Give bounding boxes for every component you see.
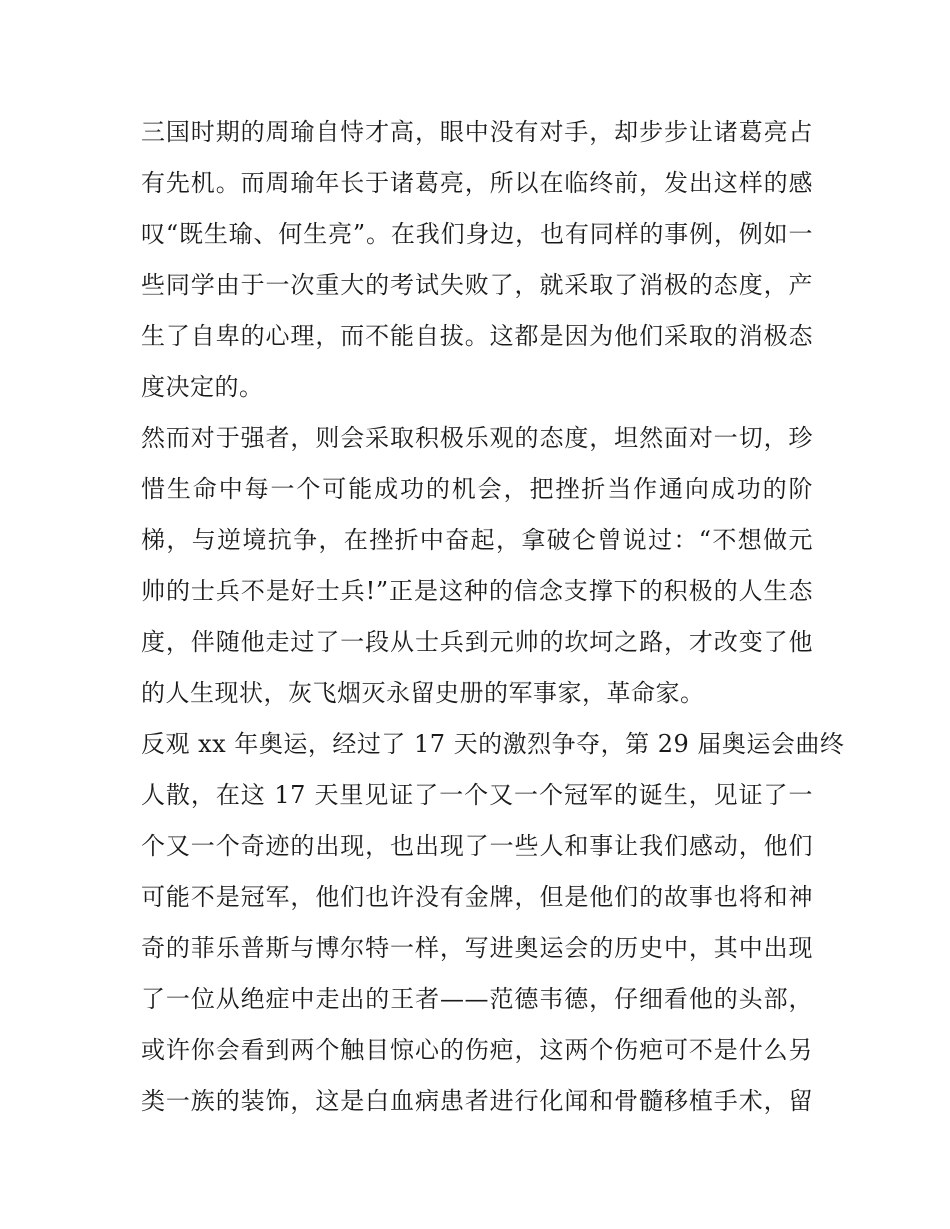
text-line: 帅的士兵不是好士兵!”正是这种的信念支撑下的积极的人生态 [141,577,813,605]
text-line: 或许你会看到两个触目惊心的伤疤，这两个伤疤可不是什么另 [141,1036,813,1064]
text-line: 的人生现状，灰飞烟灭永留史册的军事家，革命家。 [141,679,705,707]
text-line: 三国时期的周瑜自恃才高，眼中没有对手，却步步让诸葛亮占 [141,118,813,146]
text-line: 类一族的装饰，这是白血病患者进行化闻和骨髓移植手术，留 [141,1087,813,1115]
text-line: 然而对于强者，则会采取积极乐观的态度，坦然面对一切，珍 [141,424,813,452]
text-line: 叹“既生瑜、何生亮”。在我们身边，也有同样的事例，例如一 [141,220,813,248]
text-line: 生了自卑的心理，而不能自拔。这都是因为他们采取的消极态 [141,322,813,350]
text-line: 梯，与逆境抗争，在挫折中奋起，拿破仑曾说过：“不想做元 [141,526,813,554]
text-line: 反观 xx 年奥运，经过了 17 天的激烈争夺，第 29 届奥运会曲终 [141,730,845,758]
text-line: 惜生命中每一个可能成功的机会，把挫折当作通向成功的阶 [141,475,813,503]
text-line: 有先机。而周瑜年长于诸葛亮，所以在临终前，发出这样的感 [141,169,813,197]
text-line: 人散，在这 17 天里见证了一个又一个冠军的诞生，见证了一 [141,781,813,809]
text-line: 了一位从绝症中走出的王者——范德韦德，仔细看他的头部， [141,985,813,1013]
text-line: 个又一个奇迹的出现，也出现了一些人和事让我们感动，他们 [141,832,813,860]
text-line: 奇的菲乐普斯与博尔特一样，写进奥运会的历史中，其中出现 [141,934,813,962]
text-line: 度决定的。 [141,373,264,401]
text-line: 些同学由于一次重大的考试失败了，就采取了消极的态度，产 [141,271,813,299]
text-line: 可能不是冠军，他们也许没有金牌，但是他们的故事也将和神 [141,883,813,911]
text-line: 度，伴随他走过了一段从士兵到元帅的坎坷之路，才改变了他 [141,628,813,656]
